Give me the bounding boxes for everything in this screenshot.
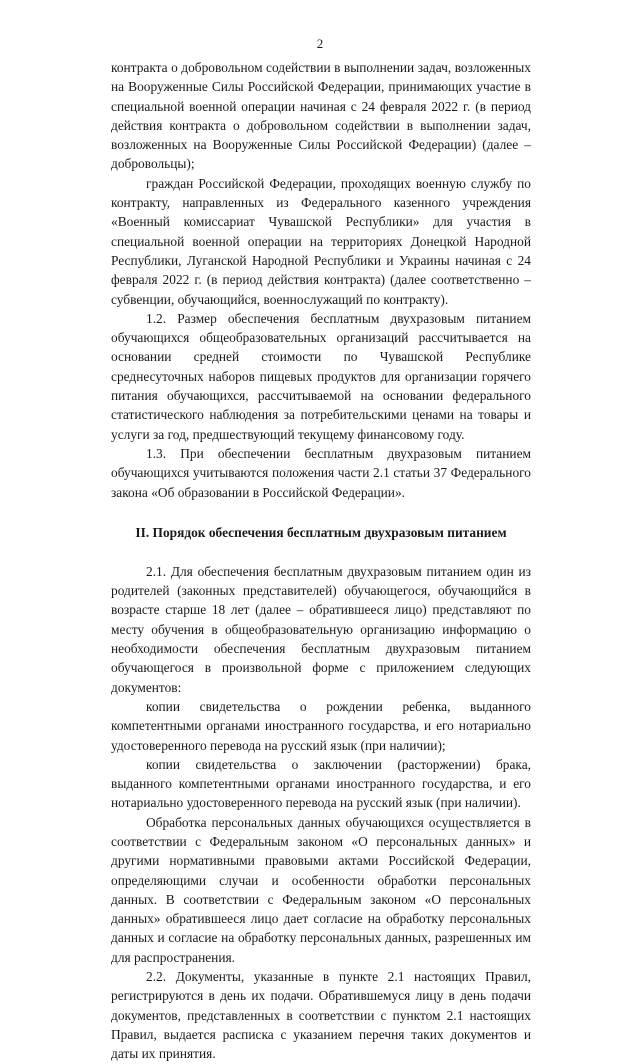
paragraph-personal-data: Обработка персональных данных обучающихся осуществляется в соответствии с Федеральным законом «О персональных данных» и другими нормативными правовыми актами Российской Федерации, определяющими случаи и особенности обработки персональных данных. В соответствии с Федеральным законом «О персональных данных» обратившееся лицо дает согласие на обработку персональных данных и согласие на обработку персональных данных, разрешенных им для распространения.: [111, 814, 531, 965]
page-number: 2: [316, 36, 324, 51]
paragraph-2-2: 2.2. Документы, указанные в пункте 2.1 настоящих Правил, регистрируются в день их подачи. Обратившемуся лицу в день подачи документов, представленных в соответствии с пунктом 2.1 настоящих Правил, выдается расписка с указанием перечня таких документов и даты их принятия.: [111, 969, 531, 1062]
paragraph-2-1: 2.1. Для обеспечения бесплатным двухразовым питанием один из родителей (законных представителей) обучающегося, обучающийся в возрасте старше 18 лет (далее – обратившееся лицо) представляют по месту обучения в общеобразовательную организацию информацию о необходимости обеспечения бесплатным двухразовым питанием обучающегося в произвольной форме с приложением следующих документов:: [111, 563, 531, 695]
paragraph-marriage-certificate: копии свидетельства о заключении (расторжении) брака, выданного компетентными органами иностранного государства, и его нотариально удостоверенного перевода на русский язык (при наличии).: [111, 756, 531, 811]
paragraph-contract-servicemen: граждан Российской Федерации, проходящих военную службу по контракту, направленных из Федерального казенного учреждения «Военный комиссариат Чувашской Республики» для участия в специальной военной операции на территориях Донецкой Народной Республики, Луганской Народной Республики и Украины начиная с 24 февраля 2022 г. (в период действия контракта) (далее соответственно – субвенции, обучающийся, военнослужащий по контракту).: [111, 175, 531, 307]
paragraph-1-3: 1.3. При обеспечении бесплатным двухразовым питанием обучающихся учитываются положения части 2.1 статьи 37 Федерального закона «Об образовании в Российской Федерации».: [111, 445, 531, 500]
paragraph-volunteers-continuation: контракта о добровольном содействии в выполнении задач, возложенных на Вооруженные Силы Российской Федерации, принимающих участие в специальной военной операции начиная с 24 февраля 2022 г. (в период действия контракта о добровольном содействии в выполнении задач, возложенных на Вооруженные Силы Российской Федерации) (далее – добровольцы);: [111, 60, 531, 172]
paragraph-birth-certificate: копии свидетельства о рождении ребенка, выданного компетентными органами иностранного государства, и его нотариально удостоверенного перевода на русский язык (при наличии);: [111, 698, 531, 753]
document-body: [111, 58, 531, 1064]
section-heading: II. Порядок обеспечения бесплатным двухразовым питанием: [135, 524, 507, 540]
paragraph-1-2: 1.2. Размер обеспечения бесплатным двухразовым питанием обучающихся общеобразовательных организаций рассчитывается на основании средней стоимости по Чувашской Республике среднесуточных наборов пищевых продуктов для организации горячего питания обучающихся, рассчитываемой на основании федерального статистического наблюдения за потребительскими ценами на товары и услуги за год, предшествующий текущему финансовому году.: [111, 310, 531, 442]
